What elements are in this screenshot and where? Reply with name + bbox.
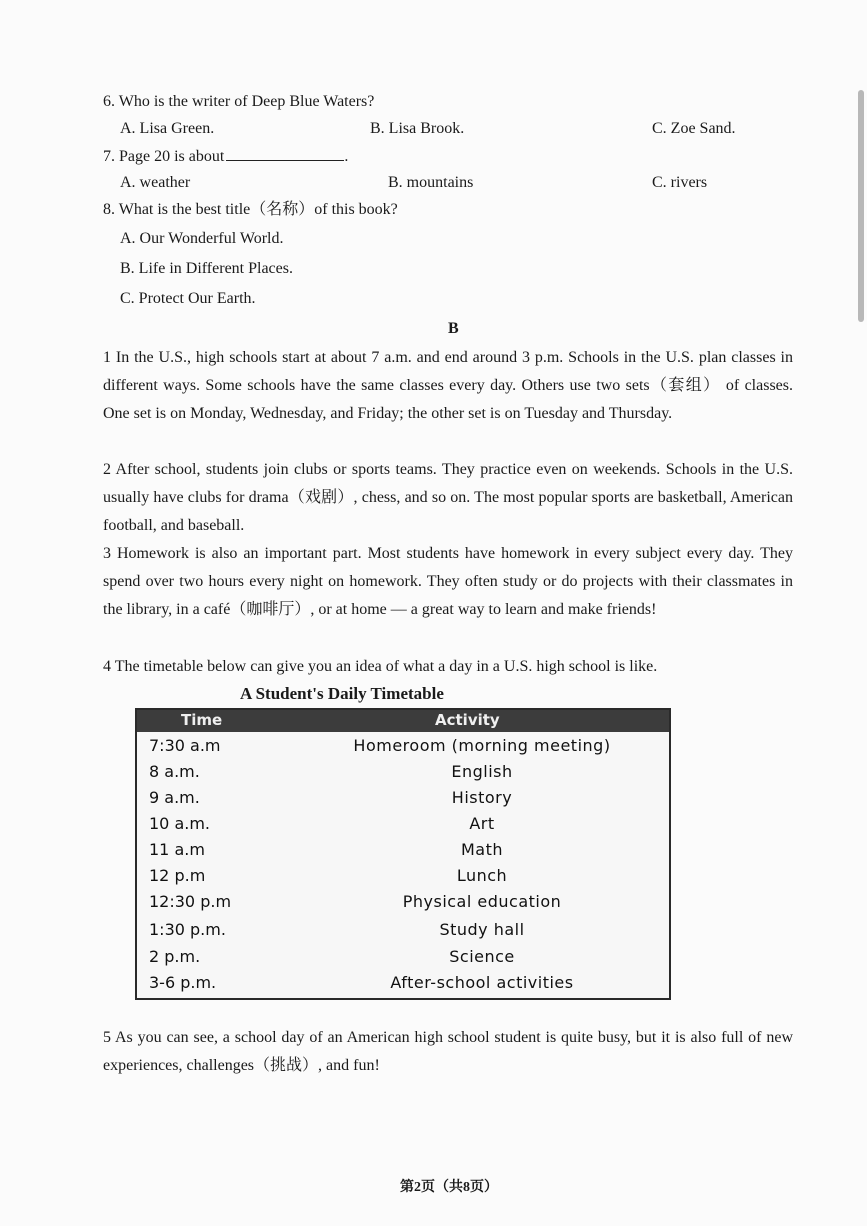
table-row — [137, 814, 669, 840]
question-6-option-a: A. Lisa Green. — [120, 120, 215, 137]
question-8-stem: 8. What is the best title（名称）of this book? — [103, 201, 398, 218]
time-cell: 10 a.m. — [149, 814, 211, 833]
scrollbar[interactable] — [858, 90, 864, 322]
activity-cell: Science — [449, 947, 515, 966]
time-cell: 12 p.m — [149, 866, 206, 885]
activity-cell: Physical education — [402, 892, 562, 911]
table-row — [137, 920, 669, 946]
question-7-stem-end: . — [344, 148, 349, 165]
time-cell: 7:30 a.m — [149, 736, 221, 755]
question-7 — [103, 146, 348, 167]
paragraph-3: 3 Homework is also an important part. Most students have homework in every subject every day. They spend over two hours every night on homework. They often study or do projects with their classmates in the library, in a café（咖啡厅）, or at home — a great way to learn and make friends! — [103, 545, 793, 618]
question-8-option-a: A. Our Wonderful World. — [120, 230, 284, 247]
table-row — [137, 788, 669, 814]
table-row — [137, 736, 669, 762]
question-7-option-b: B. mountains — [388, 174, 474, 191]
activity-cell: History — [451, 788, 513, 807]
time-cell: 12:30 p.m — [149, 892, 232, 911]
timetable-title: A Student's Daily Timetable — [240, 684, 444, 703]
activity-cell: Study hall — [439, 920, 525, 939]
paragraph-2: 2 After school, students join clubs or sports teams. They practice even on weekends. Schools in the U.S. usually have clubs for drama（戏剧）, chess, and so on. The most popular sports are basketball, American football, and baseball. — [103, 461, 793, 534]
activity-cell: Math — [460, 840, 504, 859]
question-8-option-c: C. Protect Our Earth. — [120, 290, 256, 307]
time-cell: 2 p.m. — [149, 947, 201, 966]
paragraph-4: 4 The timetable below can give you an idea of what a day in a U.S. high school is like. — [103, 658, 658, 675]
answer-blank — [226, 146, 344, 161]
question-7-option-c: C. rivers — [652, 174, 708, 191]
activity-cell: English — [451, 762, 513, 781]
paragraph-5: 5 As you can see, a school day of an American high school student is quite busy, but it is also full of new experiences, challenges（挑战）, and fun! — [103, 1029, 793, 1074]
question-6-option-c: C. Zoe Sand. — [652, 120, 736, 137]
header-activity: Activity — [435, 711, 500, 729]
table-row — [137, 947, 669, 973]
timetable-header — [137, 710, 669, 732]
page-number: 第2页（共8页） — [400, 1180, 498, 1195]
timetable — [135, 708, 671, 1000]
activity-cell: Art — [469, 814, 495, 833]
time-cell: 3-6 p.m. — [149, 973, 217, 992]
section-title: B — [448, 320, 459, 337]
table-row — [137, 973, 669, 999]
question-7-option-a: A. weather — [120, 174, 191, 191]
table-row — [137, 840, 669, 866]
time-cell: 9 a.m. — [149, 788, 200, 807]
activity-cell: Homeroom (morning meeting) — [353, 736, 611, 755]
question-6-stem: 6. Who is the writer of Deep Blue Waters? — [103, 93, 375, 110]
time-cell: 11 a.m — [149, 840, 205, 859]
question-7-stem: 7. Page 20 is about — [103, 148, 225, 165]
question-8-option-b: B. Life in Different Places. — [120, 260, 293, 277]
header-time: Time — [181, 711, 223, 729]
table-row — [137, 892, 669, 918]
time-cell: 1:30 p.m. — [149, 920, 226, 939]
paragraph-1: 1 In the U.S., high schools start at about 7 a.m. and end around 3 p.m. Schools in the U.S. plan classes in different ways. Some schools have the same classes every day. Others use two sets（套组） of classes. One set is on Monday, Wednesday, and Friday; the other set is on Tuesday and Thursday. — [103, 349, 793, 422]
table-row — [137, 866, 669, 892]
activity-cell: After-school activities — [390, 973, 574, 992]
time-cell: 8 a.m. — [149, 762, 200, 781]
table-row — [137, 762, 669, 788]
question-6-option-b: B. Lisa Brook. — [370, 120, 465, 137]
activity-cell: Lunch — [456, 866, 508, 885]
